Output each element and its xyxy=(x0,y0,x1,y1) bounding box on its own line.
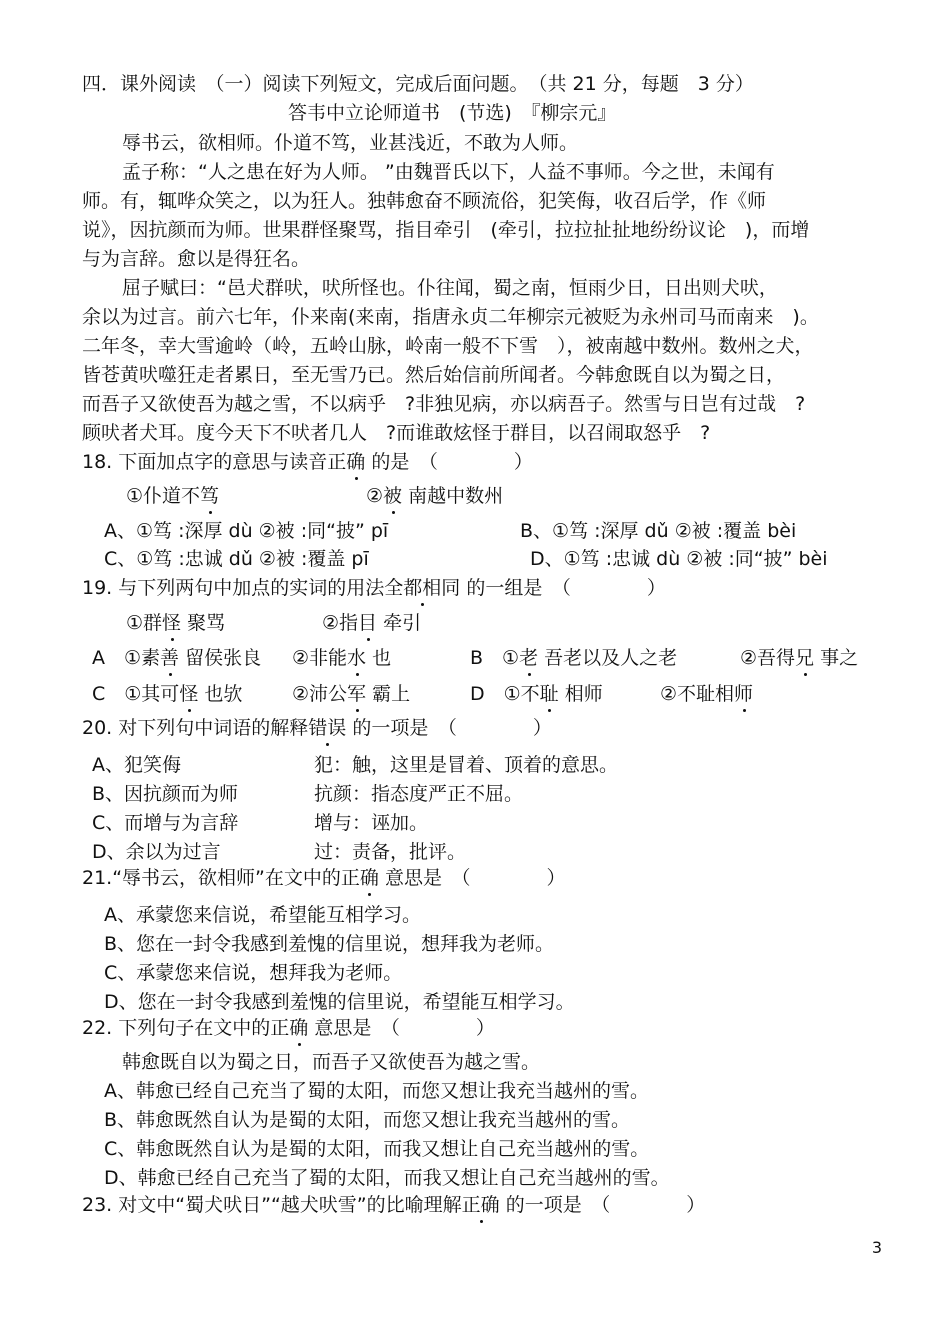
question-21-option-d: D、您在一封令我感到羞愧的信里说，希望能互相学习。 xyxy=(104,991,575,1013)
dotted-char: 目 xyxy=(358,612,378,634)
passage-line: 余以为过言。前六七年，仆来南(来南，指唐永贞二年柳宗元被贬为永州司马而南来 )。 xyxy=(82,306,819,328)
stem-text: 的是 （ ） xyxy=(365,451,533,473)
stem-text: 19. 与下列两句中加点的实词的用法 xyxy=(82,577,385,599)
dotted-char: 确 xyxy=(346,451,366,473)
stem-text: 21.“辱书云，欲相师”在文中的正 xyxy=(82,867,360,889)
question-20-stem xyxy=(82,716,552,740)
passage-line: 二年冬，幸大雪逾岭（岭，五岭山脉，岭南一般不下雪 ），被南越中数州。数州之犬， xyxy=(82,335,814,357)
item-text: 南越中数州 xyxy=(402,485,504,507)
question-18-item-1 xyxy=(126,484,219,508)
question-19-stem xyxy=(82,576,666,600)
section-header: 四．课外阅读 （一）阅读下列短文，完成后面问题。 （共 21 分，每题 3 分） xyxy=(82,73,754,95)
opt-text: 留侯张良 xyxy=(179,647,262,669)
question-19-option-b1 xyxy=(470,646,677,670)
question-22-option-a: A、韩愈已经自己充当了蜀的太阳，而您又想让我充当越州的雪。 xyxy=(104,1080,649,1102)
passage-line: 顾吠者犬耳。度今天下不吠者几人 ?而谁敢炫怪于群目，以召闹取怒乎 ? xyxy=(82,422,711,444)
question-21-option-c: C、承蒙您来信说，想拜我为老师。 xyxy=(104,962,403,984)
stem-text: 23. 对文中“蜀犬吠日”“越犬吠雪”的比喻理解 xyxy=(82,1194,462,1216)
dotted-char: 耻 xyxy=(539,683,559,705)
stem-text: 22. 下列句子在文中的正 xyxy=(82,1017,290,1039)
stem-text: 的一组是 （ ） xyxy=(460,577,666,599)
question-20-gloss-c xyxy=(314,811,428,835)
dotted-char: 怪 xyxy=(179,683,199,705)
dotted-char: 善 xyxy=(160,647,180,669)
passage-line: 皆苍黄吠噬狂走者累日，至无雪乃已。然后始信前所闻者。今韩愈既自以为蜀之日， xyxy=(82,364,786,386)
item-text: 牵引 xyxy=(377,612,422,634)
passage-line: 屈子赋曰：“邑犬群吠，吠所怪也。仆往闻，蜀之南，恒雨少日，日出则犬吠， xyxy=(122,277,778,299)
question-19-option-d1 xyxy=(470,682,603,706)
dotted-char: 兄 xyxy=(795,647,815,669)
opt-phrase: B、因抗颜而为师 xyxy=(92,783,239,805)
opt-text: 也 xyxy=(366,647,392,669)
opt-gloss: 过：责备，批评。 xyxy=(314,841,467,863)
question-18-option-d: D、①笃 :忠诚 dù ②被 :同“披” bèi xyxy=(530,548,828,570)
question-20-gloss-d xyxy=(314,840,466,864)
item-text: 聚骂 xyxy=(181,612,226,634)
passage-line: 与为言辞。愈以是得狂名。 xyxy=(82,248,311,270)
question-18-item-2 xyxy=(366,484,503,508)
opt-text: 也欤 xyxy=(198,683,243,705)
dotted-char: 水 xyxy=(347,647,367,669)
question-21-option-a: A、承蒙您来信说，希望能互相学习。 xyxy=(104,904,421,926)
passage-line: 师。有，辄哗众笑之，以为狂人。独韩愈奋不顾流俗，犯笑侮，收召后学，作《师 xyxy=(82,190,767,212)
dotted-words: 正确 xyxy=(461,1194,500,1216)
question-18-stem xyxy=(82,450,533,474)
question-19-item-2 xyxy=(322,611,421,635)
stem-text: 的一项是 （ ） xyxy=(346,717,552,739)
question-21-option-b: B、您在一封令我感到羞愧的信里说，想拜我为老师。 xyxy=(104,933,555,955)
opt-text: ②不耻相 xyxy=(660,683,735,705)
dotted-char: 确 xyxy=(359,867,379,889)
question-20-option-a xyxy=(92,753,181,777)
opt-text: A ①素 xyxy=(92,647,161,669)
question-19-option-a2 xyxy=(292,646,391,670)
opt-phrase: A、犯笑侮 xyxy=(92,754,181,776)
question-22-option-d: D、韩愈已经自己充当了蜀的太阳，而我又想让自己充当越州的雪。 xyxy=(104,1167,670,1189)
question-19-option-c2 xyxy=(292,682,410,706)
stem-text: 20. 对下列句中词语的解释 xyxy=(82,717,309,739)
question-18-option-c: C、①笃 :忠诚 dǔ ②被 :覆盖 pī xyxy=(104,548,369,570)
stem-text: 18. 下面加点字的意思与读音正 xyxy=(82,451,347,473)
item-text: ② xyxy=(366,485,384,507)
passage-title: 答韦中立论师道书 (节选) 『柳宗元』 xyxy=(288,102,617,124)
question-20-option-d xyxy=(92,840,221,864)
opt-text: B ① xyxy=(470,647,520,669)
question-20-option-b xyxy=(92,782,238,806)
opt-text: ②沛公 xyxy=(292,683,348,705)
opt-gloss: 犯：触，这里是冒着、顶着的意思。 xyxy=(314,754,619,776)
opt-gloss: 抗颜：指态度严正不屈。 xyxy=(314,783,524,805)
question-19-option-c1 xyxy=(92,682,242,706)
question-20-gloss-b xyxy=(314,782,523,806)
item-text: ①群 xyxy=(126,612,163,634)
opt-text: 事之 xyxy=(814,647,859,669)
question-19-option-a1 xyxy=(92,646,261,670)
question-23-stem xyxy=(82,1193,705,1217)
question-22-option-b: B、韩愈既然自认为是蜀的太阳，而您又想让我充当越州的雪。 xyxy=(104,1109,631,1131)
opt-text: C ①其可 xyxy=(92,683,180,705)
dotted-char: 笃 xyxy=(200,485,220,507)
stem-text: 意思是 （ ） xyxy=(378,867,566,889)
page-number: 3 xyxy=(871,1238,882,1257)
question-22-sentence: 韩愈既自以为蜀之日，而吾子又欲使吾为越之雪。 xyxy=(122,1051,541,1073)
question-19-item-1 xyxy=(126,611,225,635)
question-20-option-c xyxy=(92,811,238,835)
passage-line: 而吾子又欲使吾为越之雪，不以病乎 ?非独见病，亦以病吾子。然雪与日岂有过哉 ? xyxy=(82,393,806,415)
dotted-char: 确 xyxy=(289,1017,309,1039)
dotted-char: 被 xyxy=(383,485,403,507)
opt-gloss: 增与：诬加。 xyxy=(314,812,429,834)
dotted-char: 军 xyxy=(347,683,367,705)
dotted-char: 师 xyxy=(734,683,754,705)
question-22-option-c: C、韩愈既然自认为是蜀的太阳，而我又想让自己充当越州的雪。 xyxy=(104,1138,650,1160)
question-19-option-d2 xyxy=(660,682,753,706)
dotted-char: 老 xyxy=(519,647,539,669)
opt-text: ②非能 xyxy=(292,647,348,669)
opt-phrase: C、而增与为言辞 xyxy=(92,812,239,834)
stem-text: 意思是 （ ） xyxy=(308,1017,495,1039)
opt-text: ②吾得 xyxy=(740,647,796,669)
question-19-option-b2 xyxy=(740,646,858,670)
stem-text: 的一项是 （ ） xyxy=(499,1194,706,1216)
question-18-option-a: A、①笃 :深厚 dù ②被 :同“披” pī xyxy=(104,520,389,542)
dotted-words: 全都相同 xyxy=(384,577,461,599)
opt-text: 霸上 xyxy=(366,683,411,705)
question-18-option-b: B、①笃 :深厚 dǔ ②被 :覆盖 bèi xyxy=(520,520,797,542)
opt-phrase: D、余以为过言 xyxy=(92,841,221,863)
question-21-stem xyxy=(82,866,565,890)
passage-line: 说》，因抗颜而为师。世果群怪聚骂，指目牵引 (牵引，拉拉扯扯地纷纷议论 )，而增 xyxy=(82,219,810,241)
passage-line: 辱书云，欲相师。仆道不笃，业甚浅近，不敢为人师。 xyxy=(122,132,579,154)
question-20-gloss-a xyxy=(314,753,618,777)
passage-line: 孟子称：“人之患在好为人师。 ”由魏晋氏以下，人益不事师。今之世，未闻有 xyxy=(122,161,775,183)
item-text: ②指 xyxy=(322,612,359,634)
dotted-words: 错误 xyxy=(308,717,347,739)
dotted-char: 怪 xyxy=(162,612,182,634)
opt-text: 吾老以及人之老 xyxy=(538,647,678,669)
opt-text: D ①不 xyxy=(470,683,540,705)
opt-text: 相师 xyxy=(558,683,603,705)
question-22-stem xyxy=(82,1016,495,1040)
item-text: ①仆道不 xyxy=(126,485,201,507)
